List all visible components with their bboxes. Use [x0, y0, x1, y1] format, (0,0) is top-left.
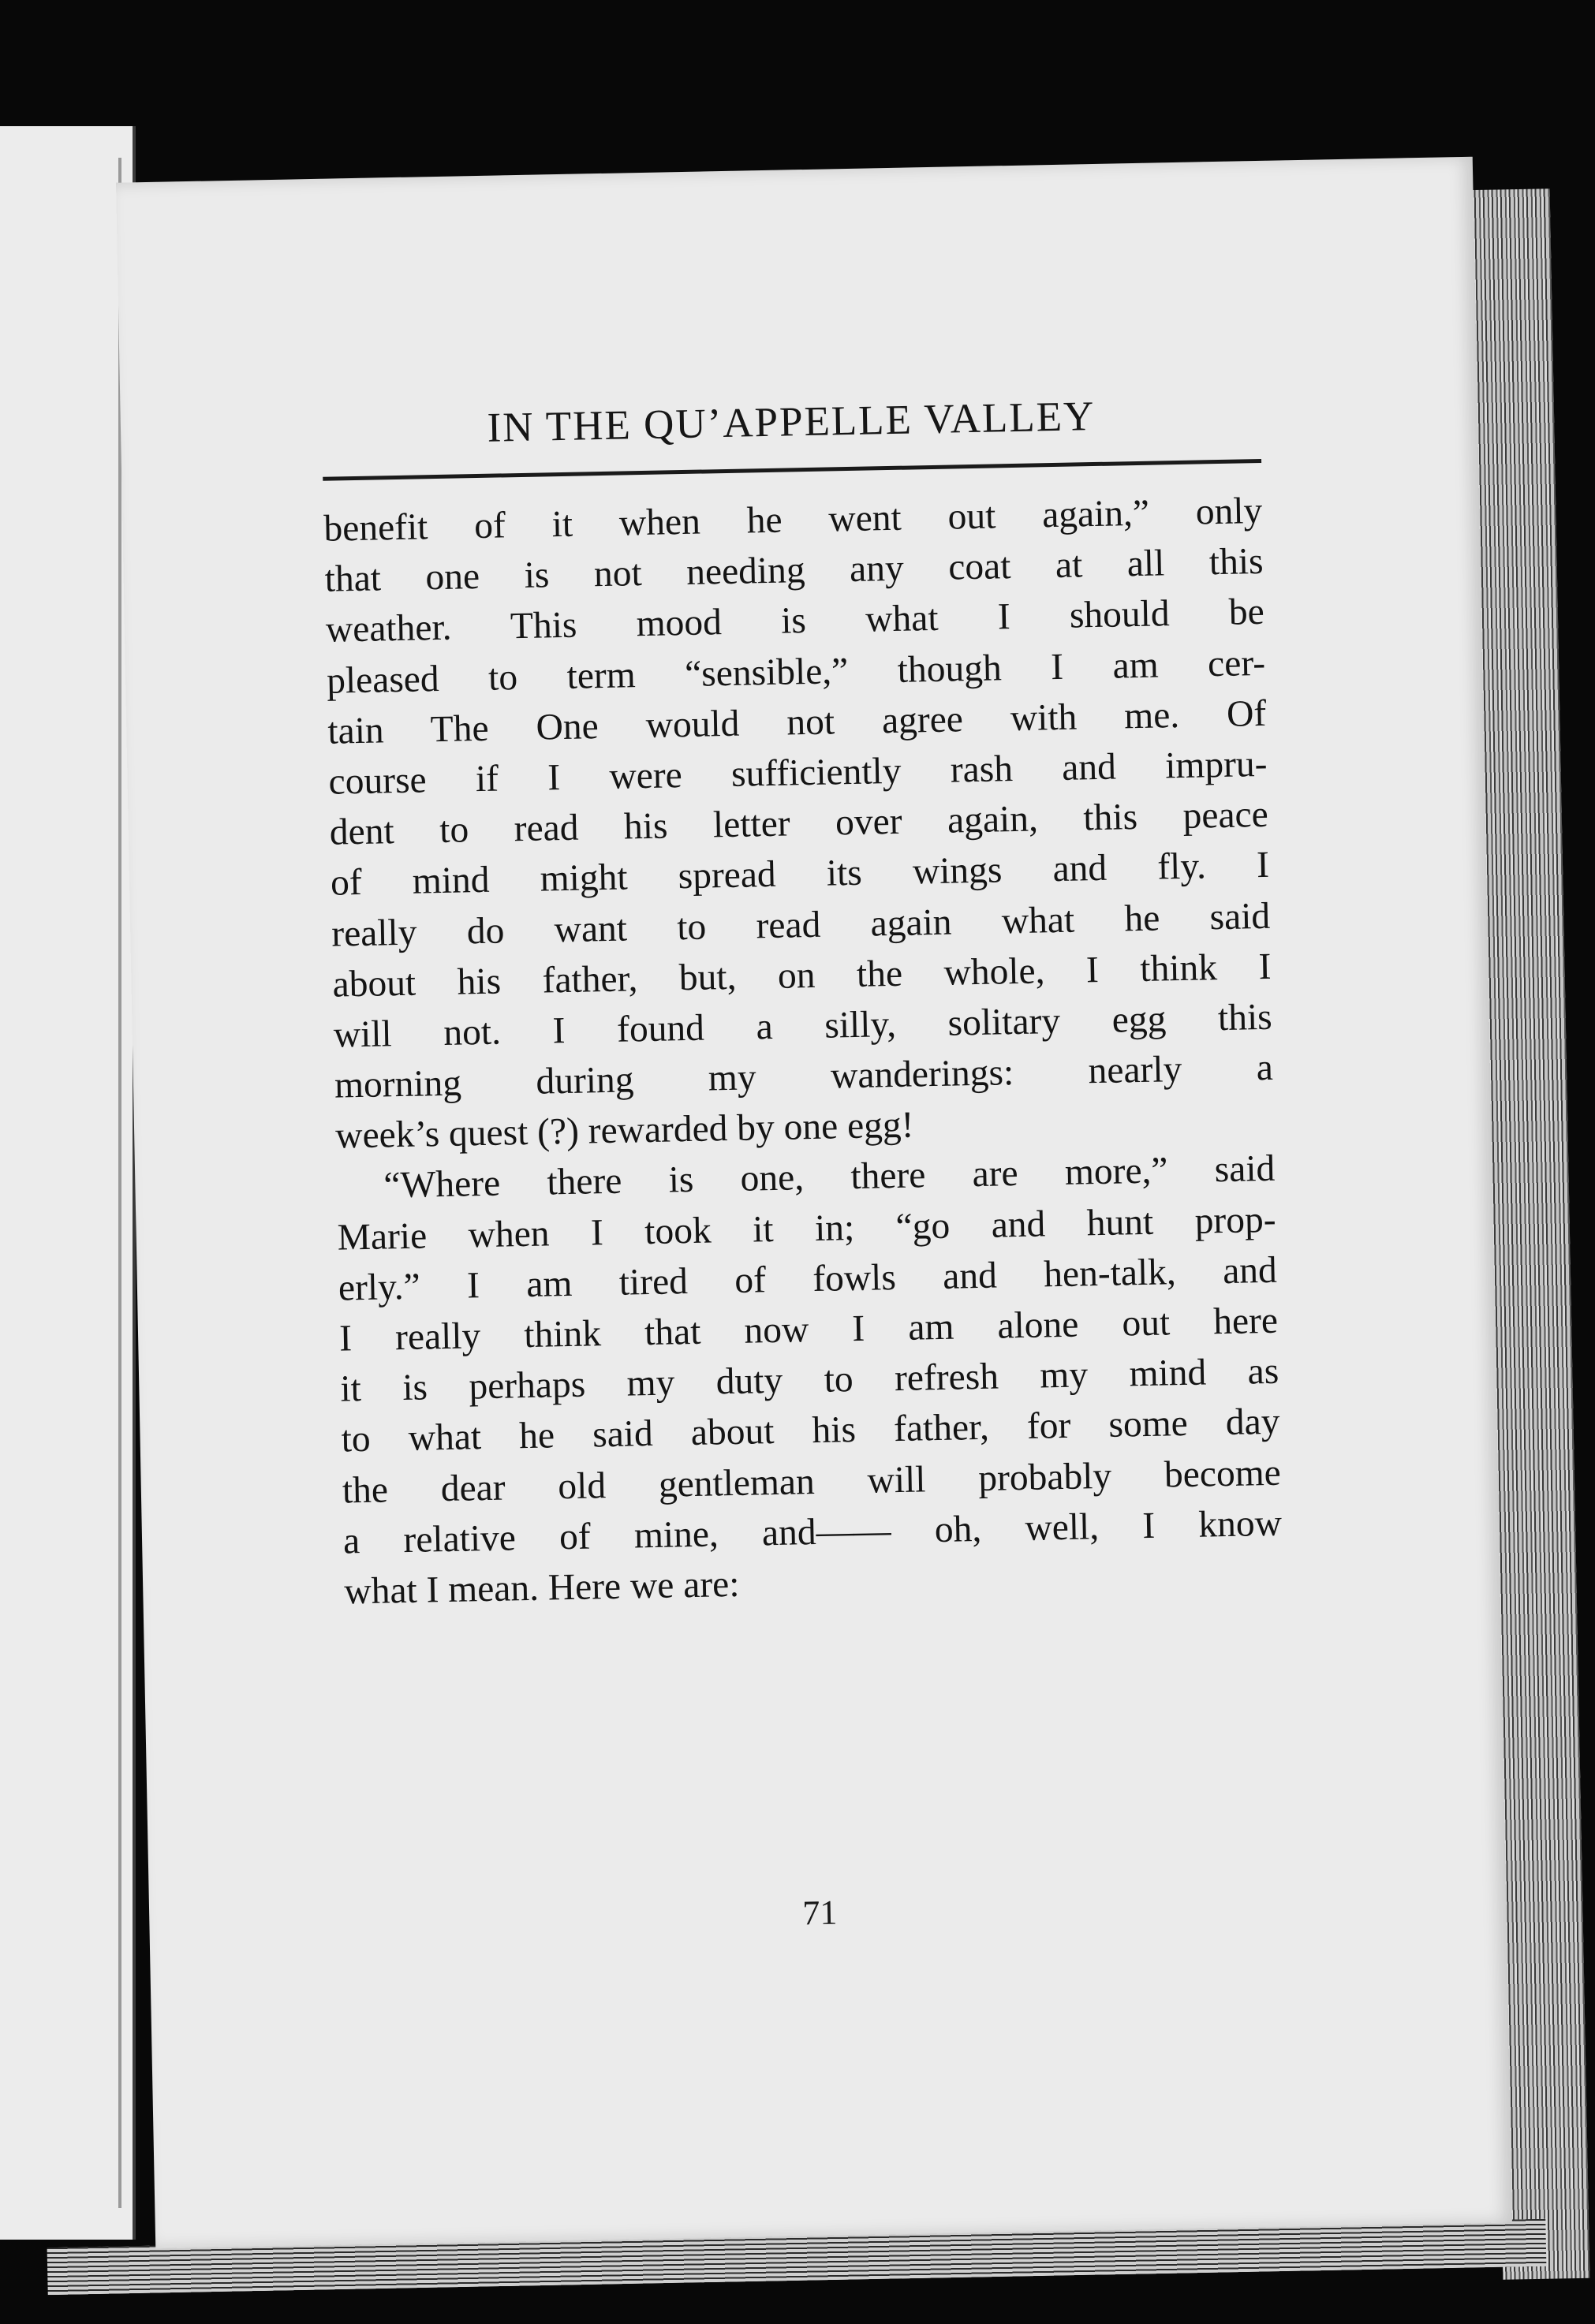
text-line: the dear old gentleman will probably become: [342, 1452, 1282, 1512]
page-body-text: [323, 486, 1283, 1617]
text-line: that one is not needing any coat at all this: [324, 541, 1264, 600]
text-line: will not. I found a silly, solitary egg this: [333, 996, 1273, 1056]
text-line: really do want to read again what he said: [331, 895, 1271, 955]
text-line: about his father, but, on the whole, I think I: [332, 946, 1272, 1005]
running-head-rule: [323, 459, 1261, 481]
text-line: what I mean. Here we are:: [343, 1563, 740, 1613]
text-line: it is perhaps my duty to refresh my mind as: [339, 1350, 1279, 1410]
book-page: [116, 157, 1512, 2249]
text-line: “Where there is one, there are more,” said: [383, 1148, 1276, 1207]
text-line: morning during my wanderings: nearly a: [334, 1046, 1274, 1106]
text-line: tain The One would not agree with me. Of: [327, 692, 1267, 752]
text-line: erly.” I am tired of fowls and hen-talk, and: [338, 1249, 1278, 1309]
text-line: dent to read his letter over again, this peace: [329, 793, 1269, 853]
text-line: course if I were sufficiently rash and impru-: [328, 743, 1268, 803]
text-line: I really think that now I am alone out here: [338, 1300, 1279, 1360]
running-head: IN THE QU’APPELLE VALLEY: [487, 393, 1096, 451]
text-line: week’s quest (?) rewarded by one egg!: [334, 1104, 914, 1157]
text-line: to what he said about his father, for some day: [341, 1401, 1280, 1460]
facing-page-edge: [0, 126, 136, 2240]
text-line: a relative of mine, and—— oh, well, I know: [342, 1502, 1283, 1562]
text-line: pleased to term “sensible,” though I am cer-: [326, 642, 1266, 702]
page-number: 71: [801, 1893, 838, 1933]
text-line: benefit of it when he went out again,” only: [323, 490, 1263, 550]
text-line: weather. This mood is what I should be: [325, 591, 1265, 651]
text-line: Marie when I took it in; “go and hunt prop-: [337, 1199, 1277, 1259]
text-line: of mind might spread its wings and fly. I: [330, 845, 1270, 904]
